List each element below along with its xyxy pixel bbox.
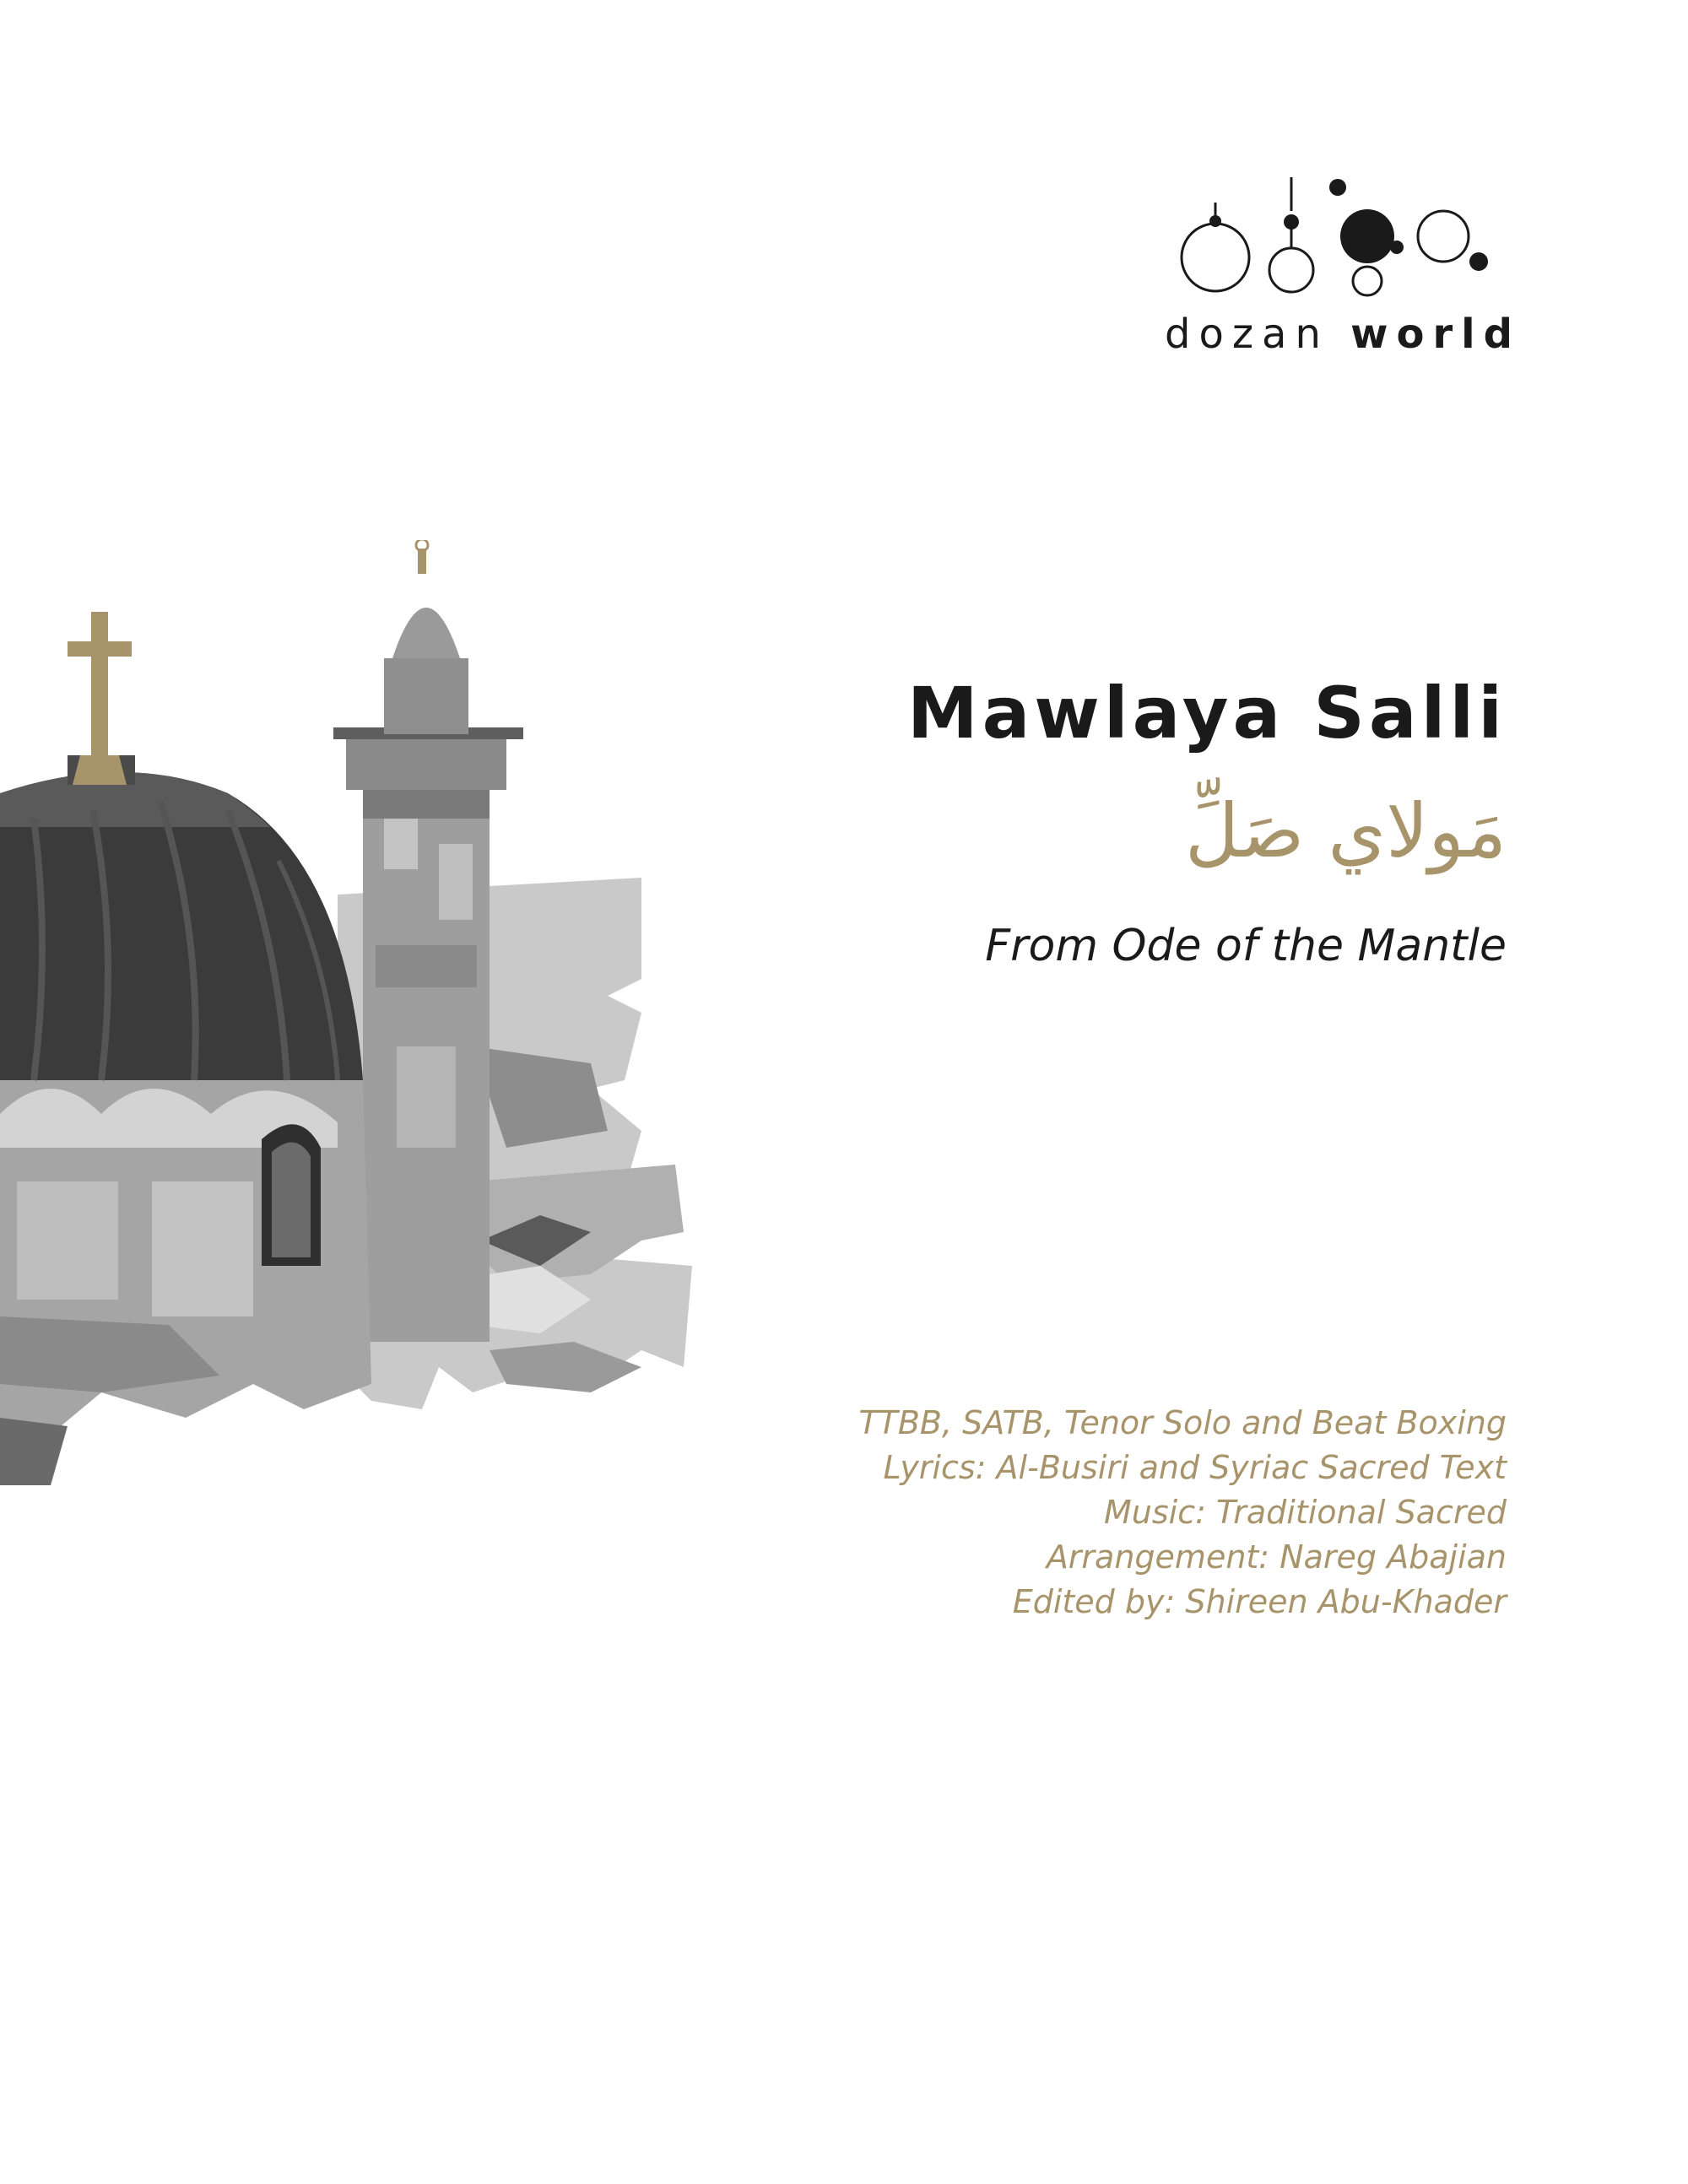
page-subtitle: From Ode of the Mantle <box>985 921 1507 971</box>
credits-block <box>663 1401 1507 1624</box>
dome <box>0 612 363 1080</box>
dot-circle-cluster-logo-icon <box>1165 169 1519 312</box>
logo-wordmark-light: dozan <box>1165 311 1329 358</box>
credit-edited-by: Edited by: Shireen Abu-Khader <box>1012 1583 1507 1620</box>
logo-wordmark <box>1165 311 1519 358</box>
credit-lyrics: Lyrics: Al-Busiri and Syriac Sacred Text <box>883 1449 1507 1486</box>
credit-music: Music: Traditional Sacred <box>1104 1494 1507 1531</box>
logo-wordmark-bold: world <box>1350 311 1521 358</box>
church-dome-and-minaret-illustration <box>0 540 701 1485</box>
title-block <box>663 667 1507 976</box>
page-title: Mawlaya Salli <box>906 672 1507 754</box>
brand-logo <box>1165 169 1519 380</box>
credit-voicing: TTBB, SATB, Tenor Solo and Beat Boxing <box>858 1404 1507 1441</box>
arabic-title: مَولاي صَلِّ <box>1184 787 1507 874</box>
credit-arrangement: Arrangement: Nareg Abajian <box>1046 1538 1507 1576</box>
dome-building <box>0 1080 371 1485</box>
